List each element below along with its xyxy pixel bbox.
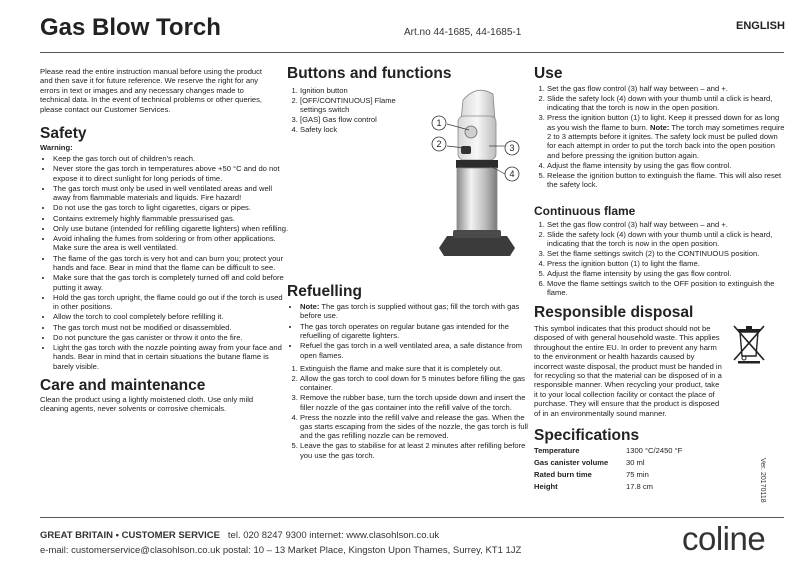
brand-logo: coline — [682, 520, 766, 557]
disposal-text: This symbol indicates that this product should not be disposed of with general household waste. This applies throughout the entire EU. In order to prevent any harm to the environment or health hazards caused by incorrect waste disposal, the product must be handed in for recycling so that the material can be disposed of in a responsible manner. When recycling your product, take it to your local collection facility or contact the place of purchase. They will ensure that the product is disposed of in an environmentally sound manner. — [534, 324, 722, 418]
safety-heading: Safety — [40, 125, 87, 142]
list-item: • The flame of the gas torch is very hot and can burn you; protect your hands and face. Bear in mind that the flame can be difficult to see. — [53, 254, 289, 273]
list-item-text: The gas torch is supplied without gas; fill the torch with gas before use. — [300, 302, 520, 321]
safety-list — [40, 154, 289, 372]
version-label: Ver. 20170118 — [759, 458, 766, 503]
list-item: 5. Adjust the flame intensity by using the gas flow control. — [547, 269, 787, 278]
continuous-steps — [534, 220, 787, 298]
refuelling-bullets — [287, 302, 536, 361]
care-text: Clean the product using a lightly moistened cloth. Use only mild cleaning agents, never solvents or corrosive chemicals. — [40, 395, 254, 414]
spec-row — [534, 446, 579, 455]
specs-heading: Specifications — [534, 427, 640, 444]
list-item: • Make sure that the gas torch is completely turned off and cold before putting it away. — [53, 273, 289, 292]
list-item — [547, 113, 787, 160]
list-item: 4. Press the nozzle into the refill valve and release the gas. When the gas starts escaping from the sides of the nozzle, the gas torch is full and the gas refilling nozzle can be removed. — [300, 413, 536, 441]
footer-address: e-mail: customerservice@clasohlson.co.uk postal: 10 – 13 Market Place, Kingston Upon Thames, Surrey, KT1 1JZ — [40, 545, 522, 556]
list-item: 6. Move the flame settings switch to the OFF position to extinguish the flame. — [547, 279, 787, 298]
list-item: • Contains extremely highly flammable pressurised gas. — [53, 214, 289, 223]
list-item-text: The gas torch must only be used in well ventilated areas and well away from flammable materials and liquids. Fire hazard! — [53, 183, 273, 203]
list-item: • Light the gas torch with the nozzle pointing away from your face and hands. Bear in mind that in certain situations the butane flame is barely visible. — [53, 343, 289, 371]
care-heading: Care and maintenance — [40, 377, 206, 394]
spec-row — [534, 470, 592, 479]
use-heading: Use — [534, 65, 563, 82]
list-item: 1. Ignition button — [300, 86, 420, 95]
torch-base-top — [453, 230, 501, 238]
list-item: 5. Leave the gas to stabilise for at least 2 minutes after refilling before you use the gas torch. — [300, 441, 536, 460]
spec-label: Height — [534, 482, 558, 491]
weee-bin-icon — [730, 322, 768, 364]
spec-value: 17.8 cm — [626, 482, 654, 491]
spec-row — [534, 482, 558, 491]
safety-lock-shape — [461, 146, 471, 154]
spec-value: 75 min — [626, 470, 649, 479]
use-steps — [534, 84, 787, 190]
buttons-heading: Buttons and functions — [287, 65, 452, 82]
spec-value: 1300 °C/2450 °F — [626, 446, 683, 455]
footer-country: GREAT BRITAIN • CUSTOMER SERVICE — [40, 530, 220, 541]
spec-label: Gas canister volume — [534, 458, 609, 467]
spec-row — [534, 458, 608, 467]
list-item: • Hold the gas torch upright, the flame could go out if the torch is used in other positions. — [53, 293, 289, 312]
list-item: 2. Slide the safety lock (4) down with your thumb until a click is heard, indicating that the torch is now in the open position. — [547, 230, 787, 249]
list-item: • The gas torch operates on regular butane gas intended for the refuelling of cigarette lighters. — [300, 322, 536, 341]
note-label: Note: — [650, 122, 670, 132]
list-item: • Do not use the gas torch to light cigarettes, cigars or pipes. — [53, 203, 289, 212]
footer-rule — [40, 517, 784, 518]
callout-label-3: 3 — [509, 143, 515, 153]
refuelling-heading: Refuelling — [287, 283, 362, 300]
list-item: 4. Adjust the flame intensity by using the gas flow control. — [547, 161, 787, 170]
torch-base — [439, 236, 515, 256]
list-item: • Only use butane (intended for refilling cigarette lighters) when refilling. — [53, 224, 289, 233]
list-item: • Refuel the gas torch in a well ventilated area, a safe distance from open flames. — [300, 341, 536, 360]
safety-warning-label: Warning: — [40, 143, 73, 152]
list-item: 3. Remove the rubber base, turn the torch upside down and insert the filler nozzle of the gas container into the refill valve of the torch. — [300, 393, 536, 412]
refuelling-steps — [287, 364, 536, 461]
spec-label: Rated burn time — [534, 470, 592, 479]
list-item: 3. Set the flame settings switch (2) to the CONTINUOUS position. — [547, 249, 787, 258]
list-item: • Never store the gas torch in temperatures above +50 °C and do not expose it to direct sunlight for long periods of time. — [53, 164, 289, 183]
list-item: • The gas torch must not be modified or disassembled. — [53, 323, 289, 332]
callout-label-2: 2 — [436, 139, 442, 149]
list-item: 1. Set the gas flow control (3) half way between – and +. — [547, 220, 787, 229]
torch-illustration — [425, 80, 525, 260]
language-label: ENGLISH — [736, 20, 785, 32]
disposal-heading: Responsible disposal — [534, 304, 694, 321]
footer-phone-web: tel. 020 8247 9300 internet: www.clasohlson.co.uk — [227, 530, 440, 541]
list-item: 5. Release the ignition button to extinguish the flame. This will also reset the safety lock. — [547, 171, 787, 190]
callout-label-4: 4 — [509, 169, 515, 179]
intro-text: Please read the entire instruction manual before using the product and then save it for future reference. We reserve the right for any errors in text or images and any necessary changes made to technical data. In the event of technical problems or other queries, please contact our Customer Services. — [40, 67, 263, 114]
list-item — [300, 302, 536, 321]
continuous-heading: Continuous flame — [534, 204, 636, 218]
list-item: 4. Press the ignition button (1) to light the flame. — [547, 259, 787, 268]
list-item: • Keep the gas torch out of children’s reach. — [53, 154, 289, 163]
buttons-list — [287, 86, 420, 135]
list-item: 2. Slide the safety lock (4) down with your thumb until a click is heard, indicating that the torch is now in the open position. — [547, 94, 787, 113]
list-item: 1. Extinguish the flame and make sure that it is completely out. — [300, 364, 536, 373]
list-item — [53, 184, 289, 203]
list-item: • Avoid inhaling the fumes from soldering or from other applications. Make sure the area is well ventilated. — [53, 234, 289, 253]
spec-label: Temperature — [534, 446, 580, 455]
page-title: Gas Blow Torch — [40, 14, 221, 41]
header-rule — [40, 52, 784, 53]
list-item: • Allow the torch to cool completely before refilling it. — [53, 312, 289, 321]
note-text: The torch may sometimes require 2 to 3 attempts before it ignites. The safety lock must be pulled down for each attempt in order to put the torch back into the open position and before pressing the ignition button again. — [547, 122, 785, 160]
list-item: 3. [GAS] Gas flow control — [300, 115, 420, 124]
footer-contact — [40, 530, 439, 541]
list-item-text: Press the ignition button (1) to light. Keep it pressed down for as long as you wish the flame to burn. — [547, 113, 780, 132]
torch-body — [457, 168, 497, 232]
list-item: 4. Safety lock — [300, 125, 420, 134]
torch-nozzle — [461, 90, 495, 120]
note-label: Note: — [300, 302, 320, 311]
callout-label-1: 1 — [436, 118, 442, 128]
list-item: 1. Set the gas flow control (3) half way between – and +. — [547, 84, 787, 93]
list-item: • Do not puncture the gas canister or throw it onto the fire. — [53, 333, 289, 342]
article-number: Art.no 44-1685, 44-1685-1 — [404, 27, 522, 38]
spec-value: 30 ml — [626, 458, 645, 467]
list-item: 2. Allow the gas torch to cool down for 5 minutes before filling the gas container. — [300, 374, 536, 393]
ignition-button-shape — [465, 126, 477, 138]
list-item: 2. [OFF/CONTINUOUS] Flame settings switch — [300, 96, 420, 115]
